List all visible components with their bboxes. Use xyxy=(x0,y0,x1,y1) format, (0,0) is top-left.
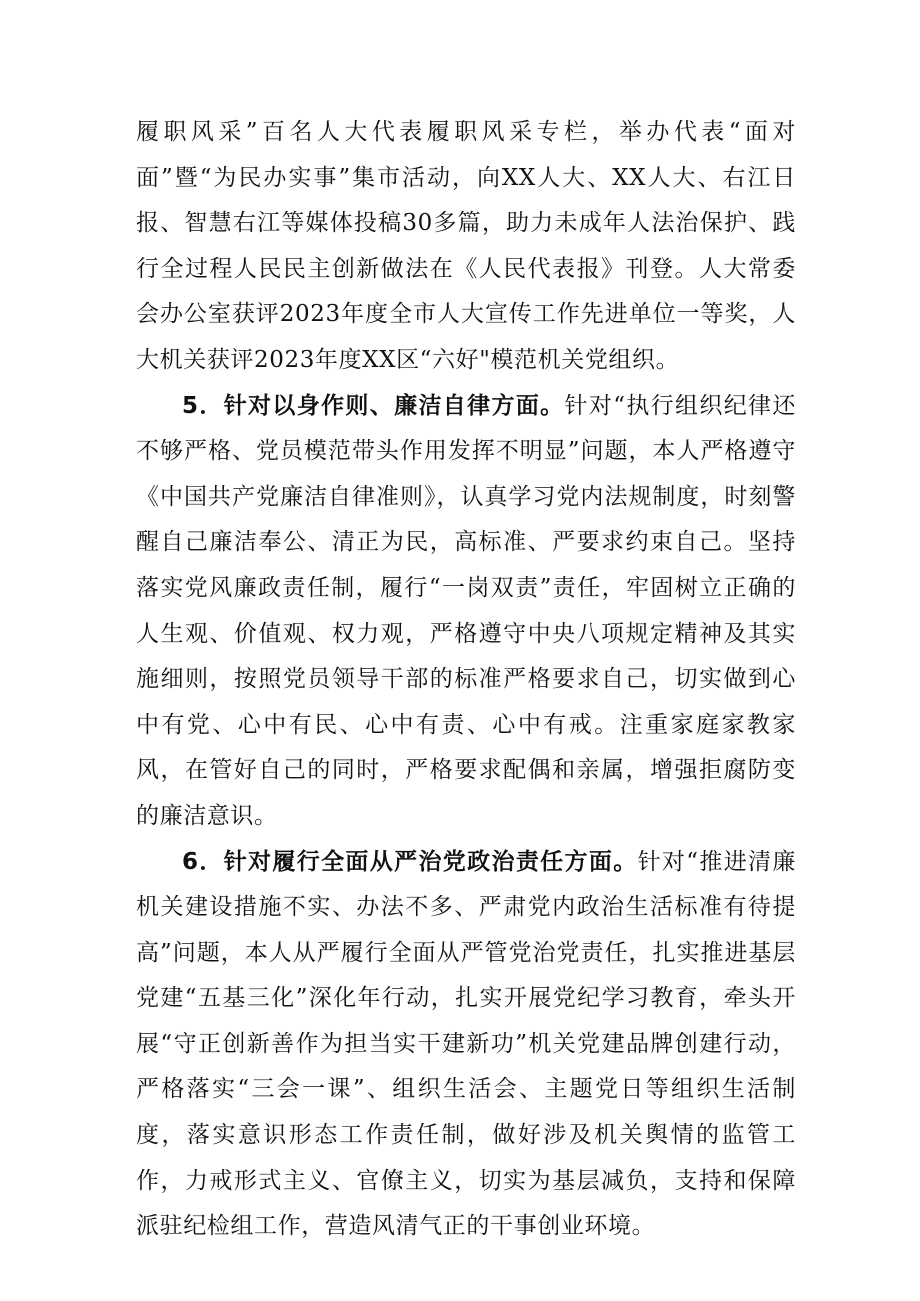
document-body xyxy=(136,110,796,1250)
paragraph-text: 履职风采”百名人大代表履职风采专栏，举办代表“面对面”暨“为民办实事”集市活动，向XX人大、XX人大、右江日报、智慧右江等媒体投稿30多篇，助力未成年人法治保护、践行全过程人民民主创新做法在《人民代表报》刊登。人大常委会办公室获评2023年度全市人大宣传工作先进单位一等奖，人大机关获评2023年度XX区“六好"模范机关党组织。 xyxy=(136,119,796,373)
paragraph-section-6 xyxy=(136,840,796,1250)
paragraph-text: 针对“执行组织纪律还不够严格、党员模范带头作用发挥不明显”问题，本人严格遵守《中国共产党廉洁自律准则》，认真学习党内法规制度，时刻警醒自己廉洁奉公、清正为民，高标准、严要求约束自己。坚持落实党风廉政责任制，履行“一岗双责”责任，牢固树立正确的人生观、价值观、权力观，严格遵守中央八项规定精神及其实施细则，按照党员领导干部的标准严格要求自己，切实做到心中有党、心中有民、心中有责、心中有戒。注重家庭家教家风，在管好自己的同时，严格要求配偶和亲属，增强拒腐防变的廉洁意识。 xyxy=(136,392,796,829)
paragraph-continuation xyxy=(136,110,796,384)
paragraph-text: 针对“推进清廉机关建设措施不实、办法不多、严肃党内政治生活标准有待提高”问题，本人从严履行全面从严管党治党责任，扎实推进基层党建“五基三化”深化年行动，扎实开展党纪学习教育，牵头开展“守正创新善作为担当实干建新功”机关党建品牌创建行动，严格落实“三会一课”、组织生活会、主题党日等组织生活制度，落实意识形态工作责任制，做好涉及机关舆情的监管工作，力戒形式主义、官僚主义，切实为基层减负，支持和保障派驻纪检组工作，营造风清气正的干事创业环境。 xyxy=(136,848,796,1240)
section-heading-5: 5．针对以身作则、廉洁自律方面。 xyxy=(182,392,565,419)
section-heading-6: 6．针对履行全面从严治党政治责任方面。 xyxy=(182,848,638,875)
paragraph-section-5 xyxy=(136,384,796,840)
